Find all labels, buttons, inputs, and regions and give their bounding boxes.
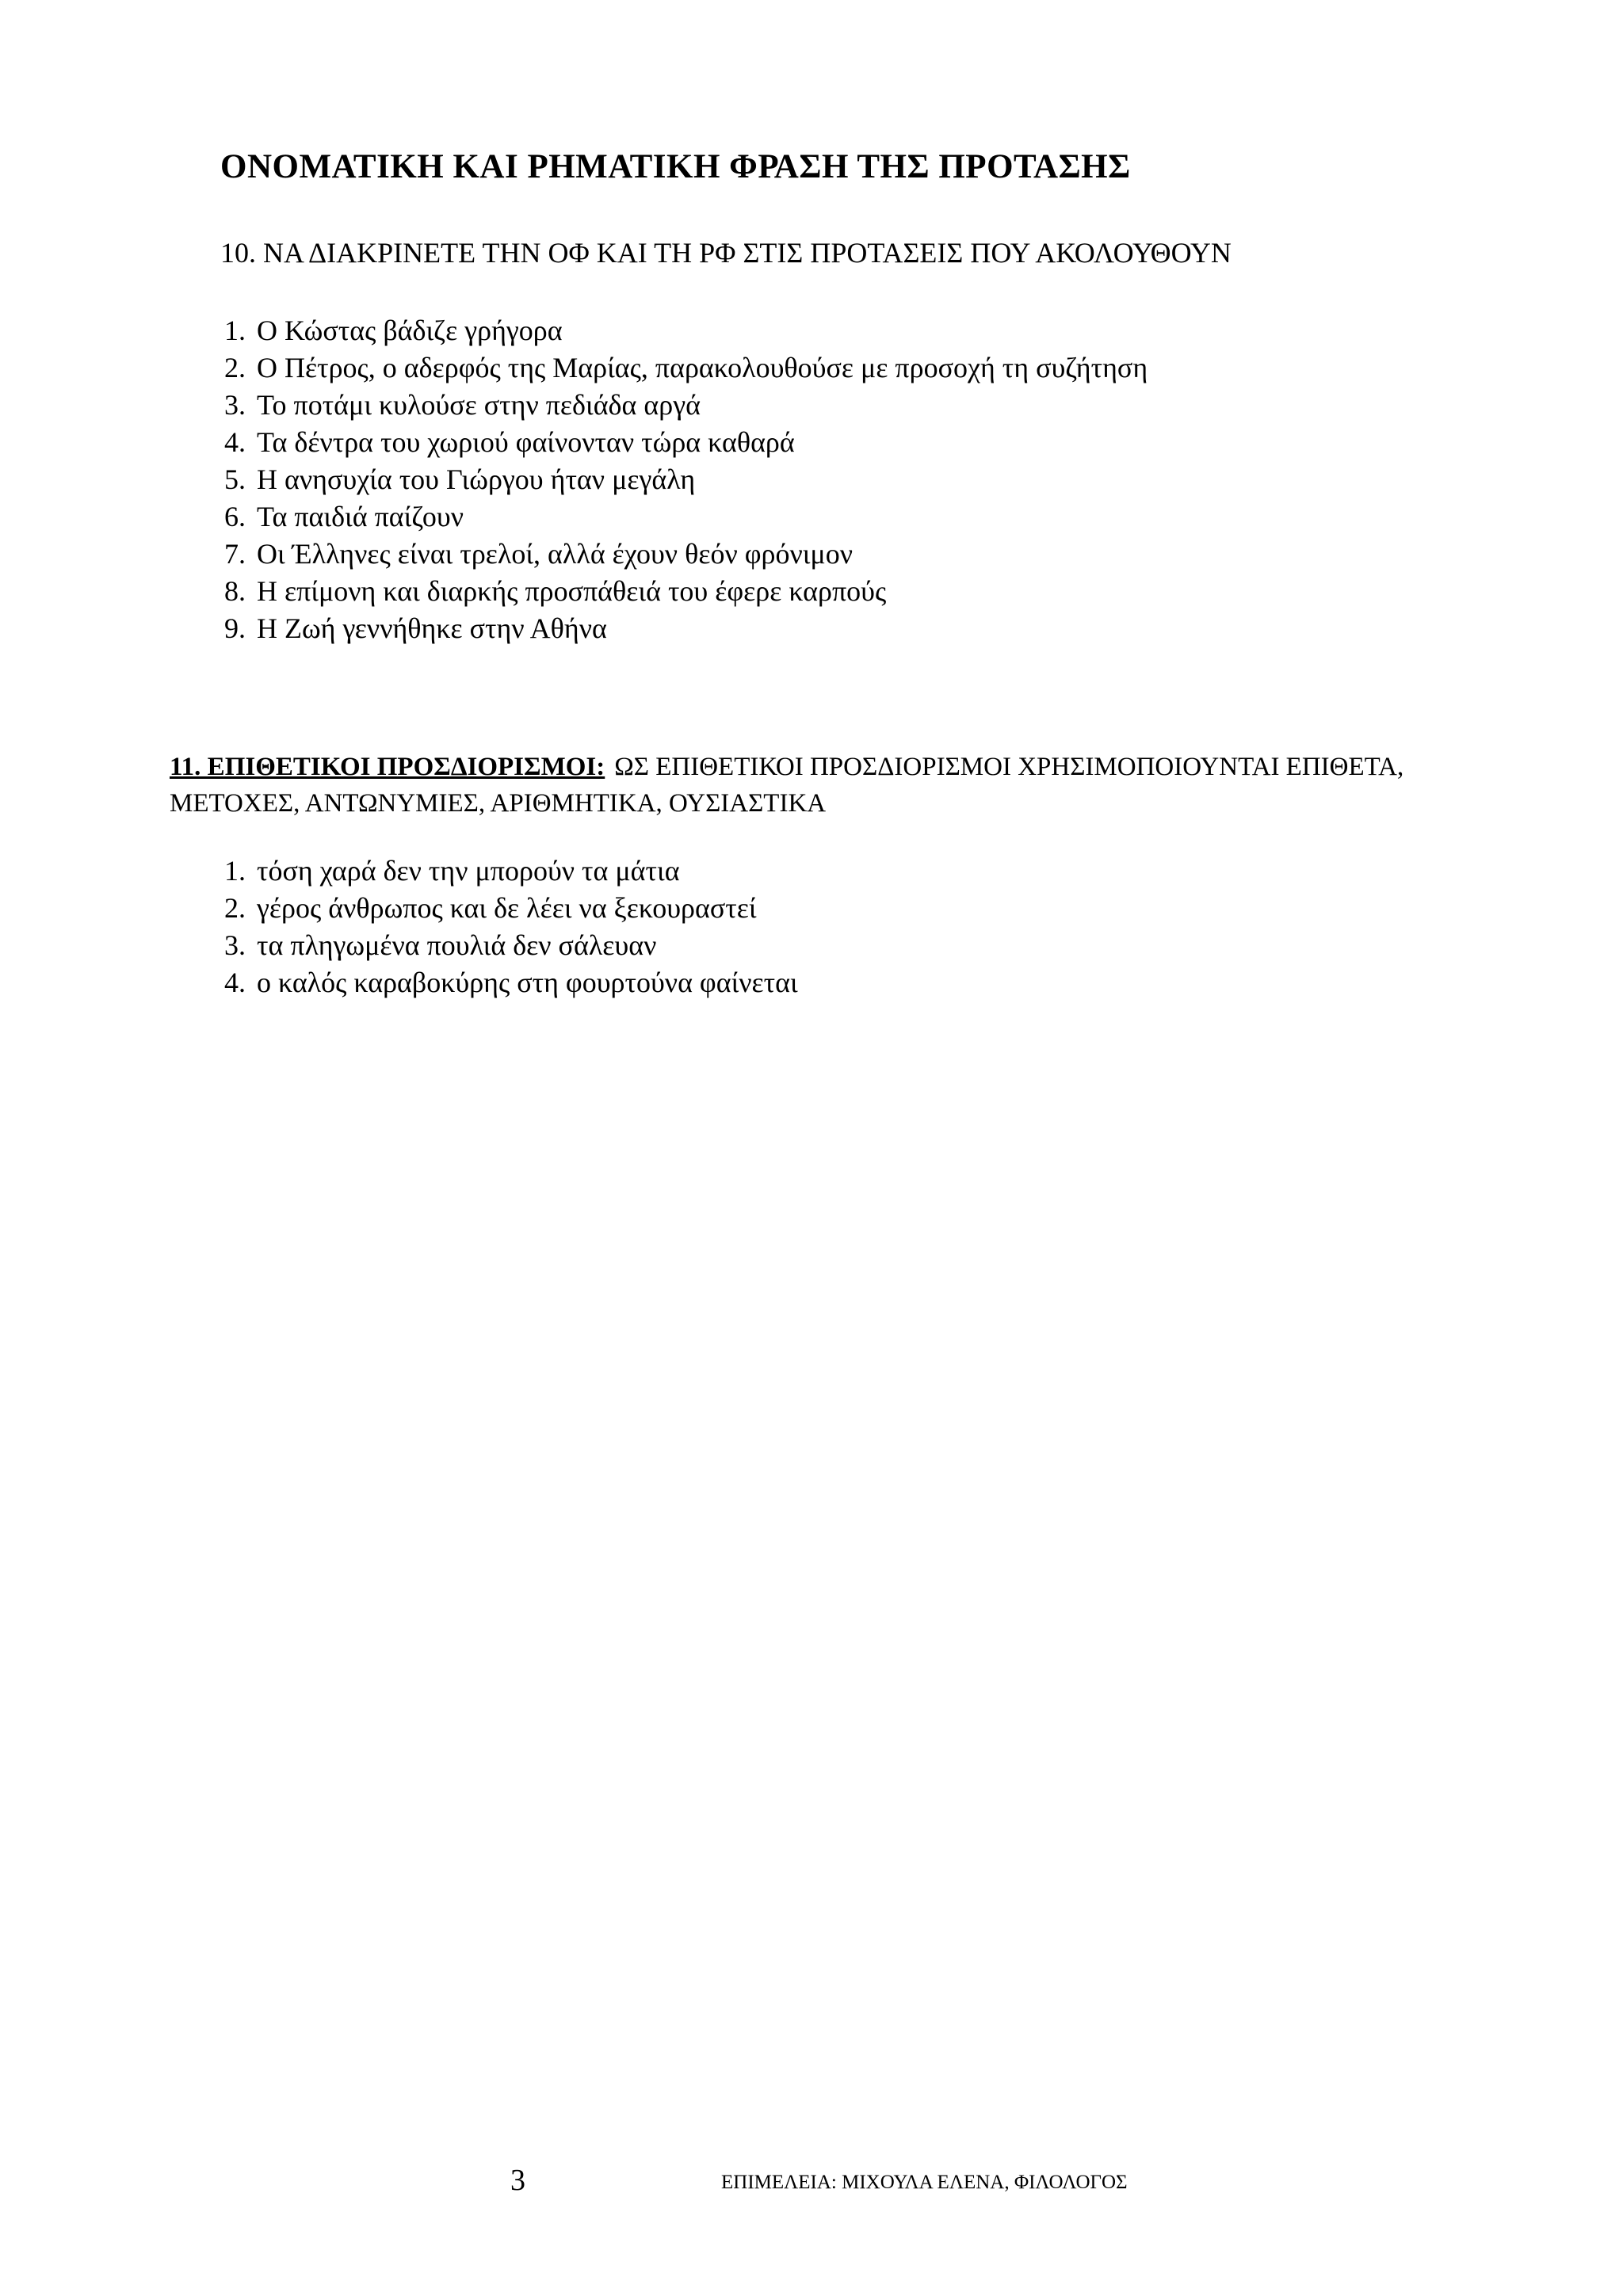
item-number: 8. xyxy=(224,575,246,607)
item-text: Η Ζωή γεννήθηκε στην Αθήνα xyxy=(257,612,607,644)
footer-credit: ΕΠΙΜΕΛΕΙΑ: ΜΙΧΟΥΛΑ ΕΛΕΝΑ, ΦΙΛΟΛΟΓΟΣ xyxy=(721,2172,1128,2193)
exercise-11-description: ΩΣ ΕΠΙΘΕΤΙΚΟΙ ΠΡΟΣΔΙΟΡΙΣΜΟΙ ΧΡΗΣΙΜΟΠΟΙΟΥΝΤΑΙ ΕΠΙΘΕΤΑ, ΜΕΤΟΧΕΣ, ΑΝΤΩΝΥΜΙΕΣ, ΑΡΙΘΜΗΤΙΚΑ, ΟΥΣΙΑΣΤΙΚΑ xyxy=(170,753,1404,818)
item-text: Το ποτάμι κυλούσε στην πεδιάδα αργά xyxy=(257,389,701,421)
item-number: 3. xyxy=(224,389,246,421)
item-text: γέρος άνθρωπος και δε λέει να ξεκουραστεί xyxy=(257,892,757,924)
item-number: 5. xyxy=(224,463,246,495)
item-number: 1. xyxy=(224,315,246,346)
exercise-10-heading: 10. ΝΑ ΔΙΑΚΡΙΝΕΤΕ ΤΗΝ ΟΦ ΚΑΙ ΤΗ ΡΦ ΣΤΙΣ ΠΡΟΤΑΣΕΙΣ ΠΟΥ ΑΚΟΛΟΥΘΟΥΝ xyxy=(220,237,1232,269)
item-number: 2. xyxy=(224,892,246,924)
item-text: τα πληγωμένα πουλιά δεν σάλευαν xyxy=(257,929,657,961)
item-number: 7. xyxy=(224,538,246,570)
item-number: 1. xyxy=(224,855,246,887)
item-number: 6. xyxy=(224,501,246,532)
item-text: Ο Πέτρος, ο αδερφός της Μαρίας, παρακολουθούσε με προσοχή τη συζήτηση xyxy=(257,352,1148,383)
item-number: 3. xyxy=(224,929,246,961)
item-number: 4. xyxy=(224,967,246,998)
item-text: Η ανησυχία του Γιώργου ήταν μεγάλη xyxy=(257,463,696,495)
item-text: Τα παιδιά παίζουν xyxy=(257,501,464,532)
page-title: ΟΝΟΜΑΤΙΚΗ ΚΑΙ ΡΗΜΑΤΙΚΗ ΦΡΑΣΗ ΤΗΣ ΠΡΟΤΑΣΗΣ xyxy=(220,148,1131,185)
exercise-11-title: 11. ΕΠΙΘΕΤΙΚΟΙ ΠΡΟΣΔΙΟΡΙΣΜΟΙ: xyxy=(170,753,605,781)
item-text: Τα δέντρα του χωριού φαίνονταν τώρα καθαρά xyxy=(257,426,795,458)
item-text: Οι Έλληνες είναι τρελοί, αλλά έχουν θεόν φρόνιμον xyxy=(257,538,854,570)
item-text: Ο Κώστας βάδιζε γρήγορα xyxy=(257,315,563,346)
item-text: Η επίμονη και διαρκής προσπάθειά του έφερε καρπούς xyxy=(257,575,887,607)
item-text: ο καλός καραβοκύρης στη φουρτούνα φαίνεται xyxy=(257,967,798,998)
exercise-11-heading xyxy=(170,749,1469,822)
item-number: 9. xyxy=(224,612,246,644)
item-number: 4. xyxy=(224,426,246,458)
page-number: 3 xyxy=(510,2164,525,2197)
item-text: τόση χαρά δεν την μπορούν τα μάτια xyxy=(257,855,680,887)
item-number: 2. xyxy=(224,352,246,383)
